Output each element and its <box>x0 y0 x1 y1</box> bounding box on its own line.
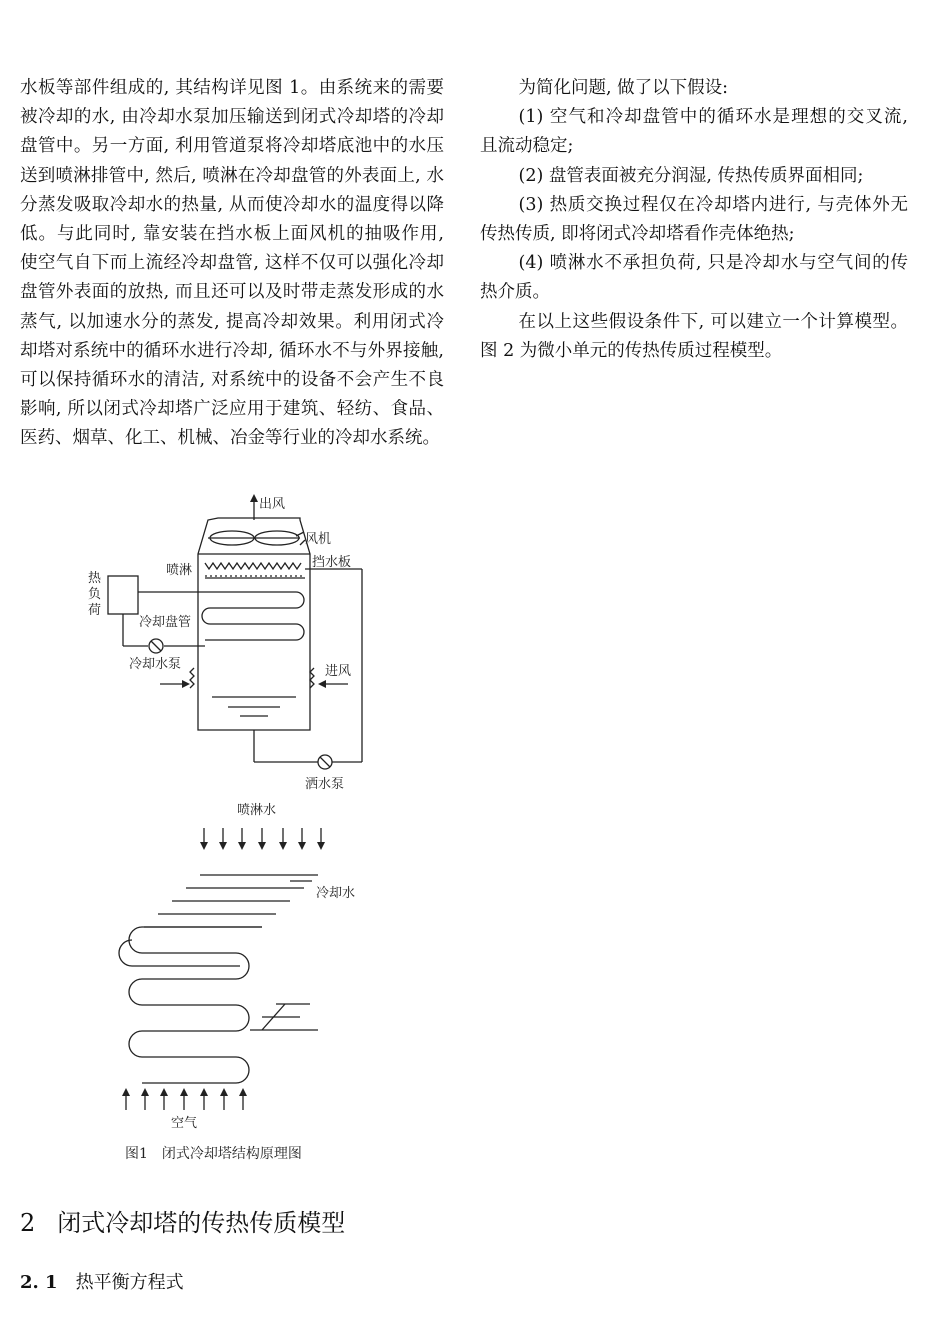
label-baffle: 挡水板 <box>312 555 352 570</box>
cooling-coil <box>202 592 304 640</box>
coil-layers <box>119 875 318 1083</box>
svg-text:荷: 荷 <box>88 603 102 618</box>
label-spray-pump: 洒水泵 <box>305 777 345 792</box>
fan-icon <box>208 531 300 545</box>
label-cooling-water: 冷却水 <box>316 886 356 901</box>
section-heading <box>20 1203 345 1238</box>
subsection-number: 2. 1 <box>20 1272 58 1293</box>
assumption-4: (4) 喷淋水不承担负荷, 只是冷却水与空气间的传热介质。 <box>480 253 908 303</box>
section-number: 2 <box>20 1209 36 1237</box>
spray-water-arrows <box>204 828 321 846</box>
subsection-heading <box>20 1268 184 1294</box>
body-paragraph: 水板等部件组成的, 其结构详见图 1。由系统来的需要被冷却的水, 由冷却水泵加压输送到闭式冷却塔的冷却盘管中。另一方面, 利用管道泵将冷却塔底池中的水压送到喷淋排管中, 然后, 喷淋在冷却盘管的外表面上, 水分蒸发吸取冷却水的热量, 从而使冷却水的温度得以降低。与此同时, 靠安装在挡水板上面风机的抽吸作用, 使空气自下而上流经冷却盘管, 这样不仅可以强化冷却盘管外表面的放热, 而且还可以及时带走蒸发形成的水蒸气, 以加速水分的蒸发, 提高冷却效果。利用闭式冷却塔对系统中的循环水进行冷却, 循环水不与外界接触, 可以保持循环水的清洁, 对系统中的设备不会产生不良影响, 所以闭式冷却塔广泛应用于建筑、轻纺、食品、医药、烟草、化工、机械、冶金等行业的冷却水系统。 <box>20 78 444 449</box>
label-heat-load <box>88 570 102 618</box>
assumption-3: (3) 热质交换过程仅在冷却塔内进行, 与壳体外无传热传质, 即将闭式冷却塔看作壳体绝热; <box>480 194 908 245</box>
subsection-title: 热平衡方程式 <box>75 1272 184 1293</box>
label-spray: 喷淋 <box>166 563 193 578</box>
label-outlet-air: 出风 <box>259 497 286 512</box>
svg-text:热: 热 <box>88 571 102 586</box>
assumption-2: (2) 盘管表面被充分润湿, 传热传质界面相同; <box>518 165 864 186</box>
svg-text:负: 负 <box>88 587 102 602</box>
label-cooling-pump: 冷却水泵 <box>129 657 182 672</box>
label-spray-water: 喷淋水 <box>237 803 277 818</box>
section-title: 闭式冷却塔的传热传质模型 <box>57 1209 346 1237</box>
label-inlet-air: 进风 <box>325 664 352 679</box>
heat-load-box <box>108 576 138 614</box>
label-cooling-coil: 冷却盘管 <box>139 615 192 630</box>
air-arrows <box>126 1092 243 1110</box>
label-fan: 风机 <box>305 532 332 547</box>
model-paragraph: 在以上这些假设条件下, 可以建立一个计算模型。图 2 为微小单元的传热传质过程模型。 <box>480 311 908 361</box>
assumption-1: (1) 空气和冷却盘管中的循环水是理想的交叉流, 且流动稳定; <box>480 107 908 157</box>
baffle-icon <box>205 563 301 569</box>
assumptions-intro: 为简化问题, 做了以下假设: <box>518 78 729 98</box>
figure-caption: 图1 闭式冷却塔结构原理图 <box>125 1146 302 1162</box>
label-air: 空气 <box>171 1116 198 1131</box>
